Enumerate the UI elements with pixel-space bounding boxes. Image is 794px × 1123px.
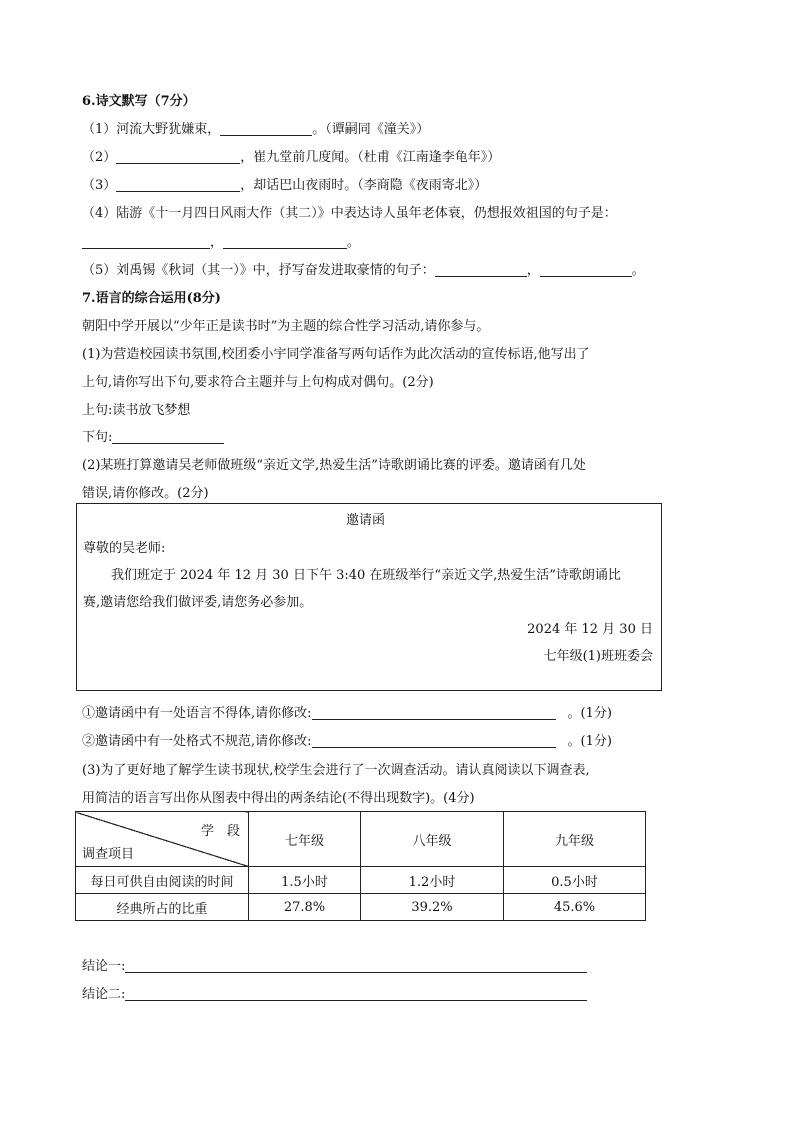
survey-row-label: 每日可供自由阅读的时间 [76,867,249,894]
q6-l1-suffix: 。（谭嗣同《潼关》） [312,122,430,137]
q7-fix1-score: 。(1分) [567,706,612,721]
invitation-greeting: 尊敬的吴老师: [83,541,166,556]
conclusion-2 [82,986,587,1004]
survey-cell: 1.5小时 [249,867,361,894]
q6-l5-separator: ， [526,263,540,278]
conclusion-1-answer-blank[interactable] [125,958,587,973]
conclusion-1-label: 结论一: [82,959,126,974]
q6-line-1 [82,121,429,139]
survey-cell: 27.8% [249,894,361,921]
q6-answer-blank-5a[interactable] [435,262,527,277]
q6-l2-suffix: ，崔九堂前几度闻。（杜甫《江南逢李龟年》） [240,150,501,165]
q7-fix2-label: ②邀请函中有一处格式不规范,请你修改: [82,734,312,749]
q7-part2-line2: 错误,请你修改。(2分) [82,486,209,501]
q6-answer-blank-3[interactable] [116,177,240,192]
survey-corner-grade-label: 学 段 [200,824,240,839]
q6-l4-separator: ， [210,235,224,250]
q7-fix1-label: ①邀请函中有一处语言不得体,请你修改: [82,706,312,721]
invitation-sender: 七年级(1)班班委会 [543,649,653,664]
invitation-body-line2: 赛,邀请您给我们做评委,请您务必参加。 [83,595,313,610]
survey-cell: 0.5小时 [504,867,646,894]
q7-lower-answer-blank[interactable] [112,429,224,444]
q6-l5-prefix: （5）刘禹锡《秋词（其一）》中，抒写奋发进取豪情的句子： [82,263,435,278]
q7-part3-line1: (3)为了更好地了解学生读书现状,校学生会进行了一次调查活动。请认真阅读以下调查表, [82,763,590,778]
conclusion-2-answer-blank[interactable] [125,986,587,1001]
invitation-date: 2024 年 12 月 30 日 [527,622,653,637]
survey-row-classics-share [76,894,646,921]
q6-answer-blank-4a[interactable] [82,234,210,249]
q7-upper-couplet: 上句:读书放飞梦想 [82,403,191,418]
survey-cell: 39.2% [361,894,504,921]
q6-line-2 [82,149,500,167]
q7-title: 7.语言的综合运用(8分) [82,291,221,306]
survey-cell: 45.6% [504,894,646,921]
invitation-letter-box [76,503,662,691]
q7-intro: 朝阳中学开展以“少年正是读书时”为主题的综合性学习活动,请你参与。 [82,319,490,334]
q6-l1-prefix: （1）河流大野犹嫌束， [82,122,221,137]
conclusion-2-label: 结论二: [82,987,126,1002]
q6-l2-prefix: （2） [82,150,117,165]
survey-corner-item-label: 调查项目 [82,847,135,862]
q7-part1-line1: (1)为营造校园读书氛围,校团委小宇同学准备写两句话作为此次活动的宣传标语,他写出了 [82,347,590,362]
q6-answer-blank-2[interactable] [116,149,240,164]
q7-fix1-answer-blank[interactable] [312,705,556,720]
q6-line-4-answers [82,234,360,252]
q6-l3-suffix: ，却话巴山夜雨时。（李商隐《夜雨寄北》） [240,178,488,193]
q6-l3-prefix: （3） [82,178,117,193]
q6-answer-blank-5b[interactable] [540,262,632,277]
invitation-body-line1: 我们班定于 2024 年 12 月 30 日下午 3:40 在班级举行“亲近文学,热爱生活”诗歌朗诵比 [111,568,621,583]
survey-row-label: 经典所占的比重 [76,894,249,921]
q6-l4-end: 。 [347,235,361,250]
survey-row-reading-time [76,867,646,894]
survey-table [75,811,646,921]
conclusion-1 [82,958,587,976]
survey-corner-cell [76,812,249,867]
q6-line-5 [82,262,645,280]
q6-title: 6.诗文默写（7分） [82,94,196,109]
q7-fix2 [82,733,612,751]
q6-l5-end: 。 [631,263,645,278]
q7-lower-label: 下句: [82,430,113,445]
survey-col-header: 七年级 [249,812,361,867]
q6-answer-blank-4b[interactable] [223,234,347,249]
invitation-title: 邀请函 [346,513,386,528]
survey-cell: 1.2小时 [361,867,504,894]
q7-fix1 [82,705,612,723]
q7-lower-couplet [82,429,224,447]
q7-part3-line2: 用简洁的语言写出你从图表中得出的两条结论(不得出现数字)。(4分) [82,791,475,806]
q7-part2-line1: (2)某班打算邀请吴老师做班级“亲近文学,热爱生活”诗歌朗诵比赛的评委。邀请函有几处 [82,458,586,473]
survey-col-header: 八年级 [361,812,504,867]
q7-fix2-score: 。(1分) [567,734,612,749]
q6-answer-blank-1[interactable] [220,121,312,136]
survey-col-header: 九年级 [504,812,646,867]
survey-header-row [76,812,646,867]
q6-line-4: （4）陆游《十一月四日风雨大作（其二）》中表达诗人虽年老体衰，仍想报效祖国的句子是： [82,206,617,221]
q6-line-3 [82,177,487,195]
q7-fix2-answer-blank[interactable] [312,733,556,748]
q7-part1-line2: 上句,请你写出下句,要求符合主题并与上句构成对偶句。(2分) [82,375,434,390]
